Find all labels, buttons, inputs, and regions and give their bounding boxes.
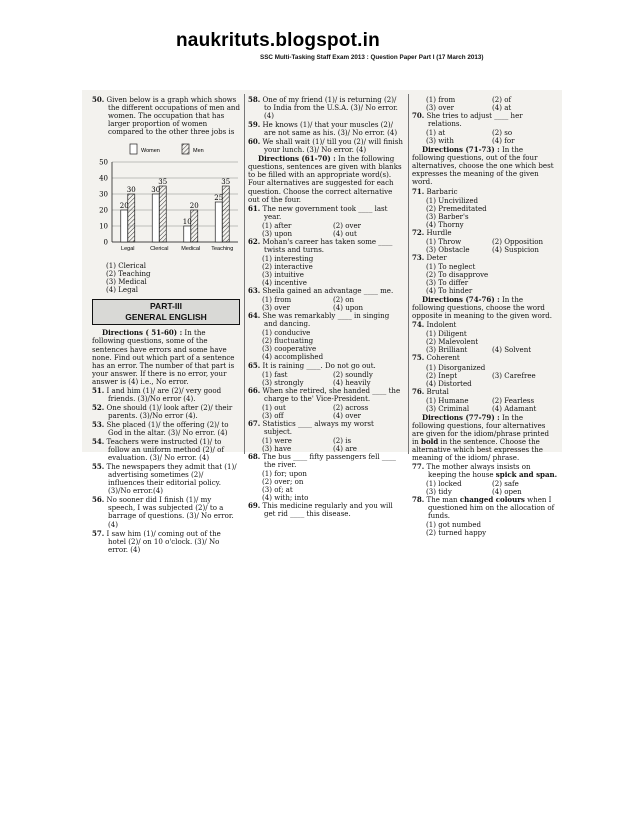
question-78: 78. The man changed colours when I questioned him on the allocation of funds. (412, 495, 555, 521)
option: (4) accomplished (262, 352, 324, 362)
option: (4) Suspicion (492, 244, 539, 254)
option: (2) fluctuating (262, 336, 314, 346)
option: (1) To neglect (426, 261, 476, 271)
y-tick-label: 30 (99, 190, 108, 199)
legend-women-swatch (130, 144, 137, 154)
option: (2) is (333, 435, 352, 445)
option: (2) Malevolent (426, 337, 479, 347)
q70-options (412, 129, 558, 145)
bar-value-label: 30 (126, 186, 136, 195)
option: (3) have (262, 443, 292, 453)
column-divider (408, 94, 409, 454)
bar-value-label: 10 (182, 218, 192, 227)
bar-value-label: 20 (189, 202, 199, 211)
option: (4) upon (333, 303, 364, 313)
q69-options (412, 96, 558, 112)
bar-value-label: 35 (158, 178, 168, 187)
option: (1) for; upon (262, 469, 307, 479)
question-71: 71. Barbaric (412, 186, 458, 196)
option: (4) are (333, 443, 357, 453)
q77-options (412, 480, 558, 496)
y-tick-label: 40 (99, 174, 108, 183)
question-62: 62. Mohan's career has taken some ____ twists and turns. (248, 236, 393, 254)
option: (1) Diligent (426, 329, 467, 339)
option: (4) Thorny (426, 219, 464, 229)
bar-value-label: 25 (214, 194, 224, 203)
q67-options (248, 437, 404, 453)
directions-74-76: Directions (74-76) : In the following questions, choose the word opposite in meaning to the given word. (412, 295, 552, 321)
bar-women (215, 202, 222, 242)
bar-men (191, 210, 198, 242)
chart-svg (92, 138, 240, 256)
question-57: 57. I saw him (1)/ coming out of the hotel (2)/ on 10 o'clock. (3)/ No error. (4) (92, 528, 221, 554)
question-56: 56. No sooner did I finish (1)/ my speech, I was subjected (2)/ to a barrage of questions. (3)/ No error.(4) (92, 495, 234, 529)
option: (3) over (262, 303, 290, 313)
paper-subtitle: SSC Multi-Tasking Staff Exam 2013 : Question Paper Part I (17 March 2013) (260, 54, 484, 61)
question-55: 55. The newspapers they admit that (1)/ advertising sometimes (2)/ influences their editorial policy.(3)/No error.(4) (92, 462, 237, 496)
y-tick-label: 20 (99, 206, 108, 215)
option: (3) Barber's (426, 211, 469, 221)
directions-71-73: Directions (71-73) : In the following questions, out of the four alternatives, choose the one which best expresses the meaning of the given word. (412, 145, 554, 187)
option: (3) with (426, 136, 454, 146)
option: (4) To hinder (426, 286, 473, 296)
directions-61-70: Directions (61-70) : In the following questions, sentences are given with blanks to be filled with an appropriate word(s). Four alternatives are suggested for each question. Choose the correct alternative out of the four. (248, 154, 402, 204)
option: (2) interactive (262, 261, 313, 271)
question-54: 54. Teachers were instructed (1)/ to follow an uniform method (2)/ of evaluation. (3)/ No error. (4) (92, 437, 224, 463)
option: (1) fast (262, 369, 288, 379)
question-67: 67. Statistics ____ always my worst subject. (248, 418, 374, 436)
q50-option: (1) Clerical (106, 261, 147, 271)
bar-value-label: 20 (119, 202, 129, 211)
option: (2) To disapprove (426, 269, 489, 279)
option: (1) conducive (262, 328, 311, 338)
option: (1) from (426, 95, 456, 104)
x-category-label: Legal (121, 246, 135, 253)
question-75: 75. Coherent (412, 353, 460, 363)
question-61: 61. The new government took ____ last year. (248, 203, 388, 221)
option: (2) safe (492, 479, 519, 489)
directions-77-79: Directions (77-79) : In the following questions, four alternatives are given for the idiom/phrase printed in bold in the sentence. Choose the alternative which best expresses the meaning of the idiom/ phrase. (412, 412, 550, 463)
option: (2) Fearless (492, 395, 535, 405)
question-76: 76. Brutal (412, 386, 449, 396)
question-72: 72. Hurdle (412, 227, 452, 237)
option: (3) tidy (426, 487, 452, 497)
question-70: 70. She tries to adjust ____ her relations. (412, 111, 523, 129)
option: (4) Distorted (426, 378, 472, 388)
option: (2) on (333, 295, 355, 305)
x-category-label: Medical (181, 246, 201, 253)
y-tick-label: 10 (99, 222, 108, 231)
option: (3) off (262, 410, 284, 420)
option: (2) over; on (262, 477, 304, 487)
q50-option: (2) Teaching (106, 269, 151, 279)
option: (2) Opposition (492, 236, 544, 246)
x-category-label: Teaching (211, 246, 234, 253)
part-heading (92, 299, 240, 325)
question-65: 65. It is raining ____. Do not go out. (248, 360, 376, 370)
bar-value-label: 30 (151, 186, 161, 195)
option: (2) soundly (333, 369, 373, 379)
question-58: 58. One of my friend (1)/ is returning (2)/ to India from the U.S.A. (3)/ No error.(4) (248, 95, 398, 121)
question-69: 69. This medicine regularly and you will get rid ____ this disease. (248, 501, 393, 519)
q66-options (248, 404, 404, 420)
option: (2) turned happy (426, 528, 487, 538)
option: (1) were (262, 435, 292, 445)
part-title: PART-III (150, 301, 182, 312)
option: (1) Humane (426, 395, 469, 405)
option: (1) out (262, 402, 286, 412)
bar-men (222, 186, 229, 242)
column-2 (248, 96, 404, 519)
legend-men-swatch (182, 144, 189, 154)
bar-men (159, 186, 166, 242)
option: (3) intuitive (262, 269, 304, 279)
occupation-bar-chart (92, 138, 240, 256)
question-74: 74. Indolent (412, 320, 457, 330)
question-59: 59. He knows (1)/ that your muscles (2)/ are not same as his. (3)/ No error. (4) (248, 120, 398, 138)
option: (4) Adamant (492, 403, 537, 413)
option: (4) with; into (262, 493, 309, 503)
question-64: 64. She was remarkably ____ in singing and dancing. (248, 311, 390, 329)
question-50: 50. Given below is a graph which shows the different occupations of men and women. The occupation that has larger proportion of women compared to the other three jobs is (92, 95, 240, 137)
q61-options (248, 222, 404, 238)
option: (4) for (492, 136, 515, 146)
option: (2) Inept (426, 370, 458, 380)
question-68: 68. The bus ____ fifty passengers fell ____ the river. (248, 452, 396, 470)
option: (4) open (492, 487, 522, 497)
option: (1) interesting (262, 253, 314, 263)
option: (1) after (262, 220, 292, 230)
y-tick-label: 50 (99, 158, 108, 167)
bar-women (184, 226, 191, 242)
option: (3) over (426, 103, 454, 113)
option: (3) upon (262, 228, 293, 238)
option: (1) at (426, 128, 446, 138)
q63-options (248, 296, 404, 312)
question-77: 77. The mother always insists on keeping the house spick and span. (412, 462, 558, 480)
q76-options (412, 397, 558, 413)
question-66: 66. When she retired, she handed ____ the charge to the' Vice-President. (248, 385, 401, 403)
question-60: 60. We shall wait (1)/ till you (2)/ will finish your lunch. (3)/ No error. (4) (248, 137, 403, 155)
option: (4) at (492, 103, 512, 113)
option: (3) cooperative (262, 344, 317, 354)
q65-options (248, 371, 404, 387)
question-63: 63. Sheila gained an advantage ____ me. (248, 286, 394, 296)
question-52: 52. One should (1)/ look after (2)/ their parents. (3)/No error (4). (92, 402, 233, 420)
bar-women (152, 194, 159, 242)
part-subtitle: GENERAL ENGLISH (125, 312, 207, 323)
option: (3) Carefree (492, 370, 536, 380)
bar-value-label: 35 (221, 178, 231, 187)
option: (1) Throw (426, 236, 462, 246)
option: (3) Criminal (426, 403, 470, 413)
option: (1) Disorganized (426, 362, 486, 372)
option: (4) over (333, 410, 361, 420)
legend-label: Women (141, 148, 160, 155)
option: (2) across (333, 402, 369, 412)
site-title: naukrituts.blogspot.in (176, 30, 380, 51)
q50-option: (3) Medical (106, 277, 147, 287)
option: (3) To differ (426, 278, 469, 288)
question-53: 53. She placed (1)/ the offering (2)/ to God in the altar. (3)/ No error. (4) (92, 419, 229, 437)
option: (4) out (333, 228, 357, 238)
option: (4) incentive (262, 278, 307, 288)
question-51: 51. I and him (1)/ are (2)/ very good friends. (3)/No error (4). (92, 385, 222, 403)
option: (4) heavily (333, 377, 371, 387)
q50-option: (4) Legal (106, 285, 139, 295)
bar-men (128, 194, 135, 242)
option: (2) Premeditated (426, 203, 487, 213)
column-divider (244, 94, 245, 454)
legend-label: Men (193, 148, 204, 155)
option: (4) Solvent (492, 345, 532, 355)
option: (2) over (333, 220, 361, 230)
directions-51-60: Directions ( 51-60) : In the following questions, some of the sentences have errors and some have none. Find out which part of a sentence has an error. The number of that part is your answer. If there is no error, your answer is (4) i.e., No error. (92, 328, 235, 386)
option: (3) Brilliant (426, 345, 468, 355)
option: (1) locked (426, 479, 462, 489)
option: (1) got numbed (426, 520, 481, 530)
option: (2) of (492, 95, 512, 104)
q72-options (412, 238, 558, 254)
column-1 (92, 96, 240, 555)
option: (3) of; at (262, 485, 293, 495)
y-tick-label: 0 (103, 238, 108, 247)
question-73: 73. Deter (412, 252, 447, 262)
column-3 (412, 96, 558, 537)
bar-women (121, 210, 128, 242)
option: (2) so (492, 128, 513, 138)
option: (1) Uncivilized (426, 195, 479, 205)
x-category-label: Clerical (150, 246, 169, 253)
option: (3) Obstacle (426, 244, 470, 254)
option: (1) from (262, 295, 292, 305)
option: (3) strongly (262, 377, 304, 387)
